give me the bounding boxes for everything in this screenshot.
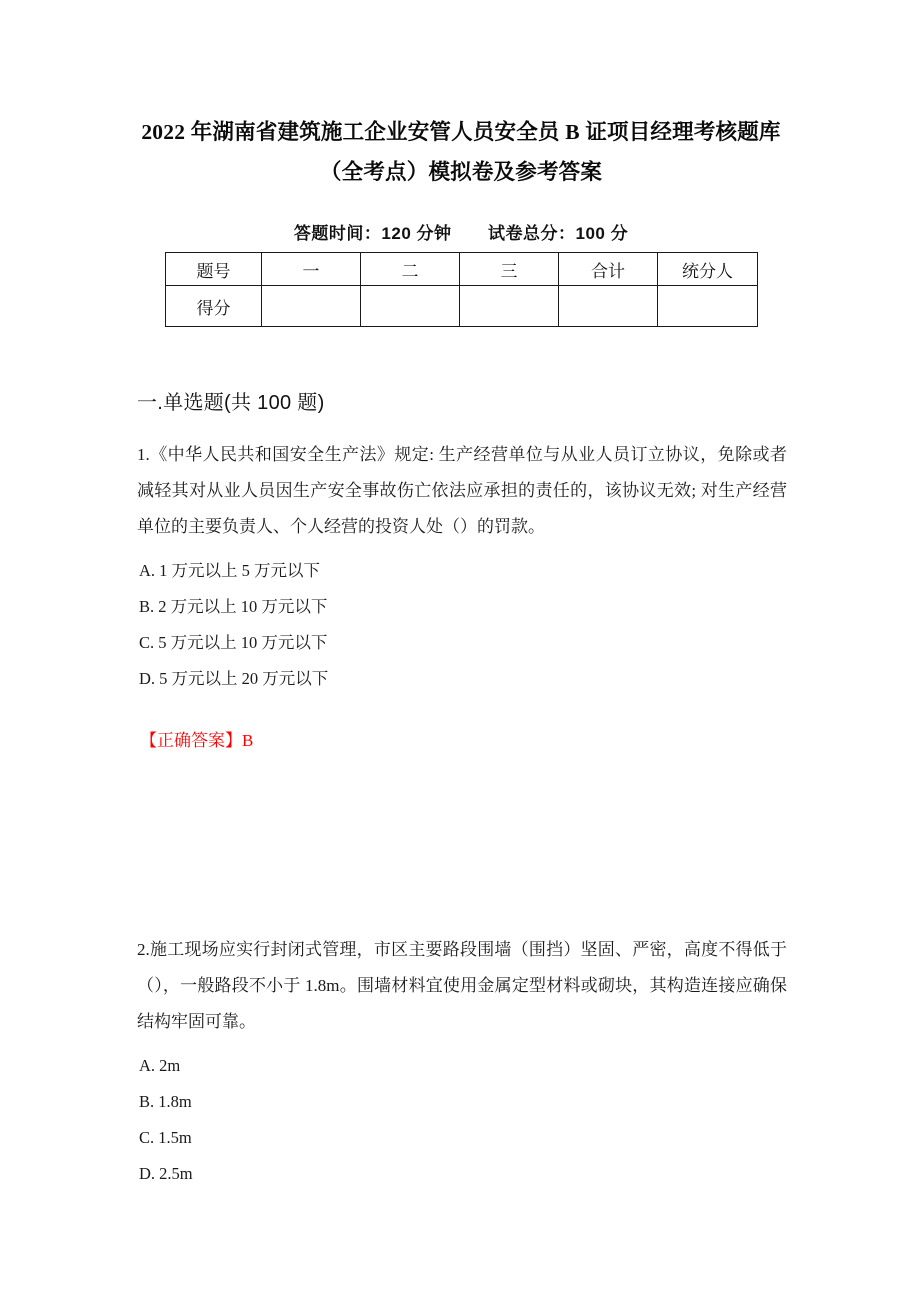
table-cell-col-2: 二 <box>361 253 460 286</box>
table-cell-col-scorer: 统分人 <box>658 253 758 286</box>
question-text-2: 2.施工现场应实行封闭式管理，市区主要路段围墙（围挡）坚固、严密，高度不得低于（），一般路段不小于 1.8m。围墙材料宜使用金属定型材料或砌块，其构造连接应确保结构牢固可靠。 <box>137 940 787 1031</box>
title-line-2: （全考点）模拟卷及参考答案 <box>319 160 603 184</box>
table-cell-score-1 <box>262 286 361 327</box>
option-a[interactable]: A. 1 万元以上 5 万元以下 <box>139 561 321 580</box>
table-cell-score-label: 得分 <box>166 286 262 327</box>
answer-label-1: 【正确答案】 <box>140 731 242 750</box>
question-options-1 <box>137 553 787 697</box>
question-block-1 <box>137 437 787 697</box>
table-cell-col-3: 三 <box>460 253 559 286</box>
option-c[interactable]: C. 5 万元以上 10 万元以下 <box>139 633 328 652</box>
option-d[interactable]: D. 5 万元以上 20 万元以下 <box>139 669 329 688</box>
table-cell-col-total: 合计 <box>559 253 658 286</box>
table-row-header <box>166 253 758 286</box>
exam-meta <box>138 219 784 244</box>
answer-value-1: B <box>242 731 254 750</box>
table-cell-row-label: 题号 <box>166 253 262 286</box>
table-row-score <box>166 286 758 327</box>
question-text-1: 1.《中华人民共和国安全生产法》规定: 生产经营单位与从业人员订立协议，免除或者减轻其对从业人员因生产安全事故伤亡依法应承担的责任的，该协议无效; 对生产经营单位的主要负责人、个人经营的投资人处（）的罚款。 <box>137 445 787 536</box>
table-cell-col-1: 一 <box>262 253 361 286</box>
table-cell-score-3 <box>460 286 559 327</box>
option-d[interactable]: D. 2.5m <box>139 1164 193 1183</box>
option-b[interactable]: B. 2 万元以上 10 万元以下 <box>139 597 328 616</box>
exam-time-label: 答题时间：120 分钟 <box>293 224 452 243</box>
question-block-2 <box>137 932 787 1192</box>
table-cell-score-scorer <box>658 286 758 327</box>
option-a[interactable]: A. 2m <box>139 1056 181 1075</box>
table-cell-score-total <box>559 286 658 327</box>
score-table <box>165 252 758 327</box>
section-heading-single-choice: 一.单选题(共 100 题) <box>137 392 325 414</box>
title-line-1: 2022 年湖南省建筑施工企业安管人员安全员 B 证项目经理考核题库 <box>141 120 781 144</box>
page-title <box>138 112 784 192</box>
total-score-label: 试卷总分：100 分 <box>487 224 629 243</box>
option-b[interactable]: B. 1.8m <box>139 1092 192 1111</box>
question-options-2 <box>137 1048 787 1192</box>
answer-block-1 <box>140 726 253 756</box>
option-c[interactable]: C. 1.5m <box>139 1128 192 1147</box>
table-cell-score-2 <box>361 286 460 327</box>
